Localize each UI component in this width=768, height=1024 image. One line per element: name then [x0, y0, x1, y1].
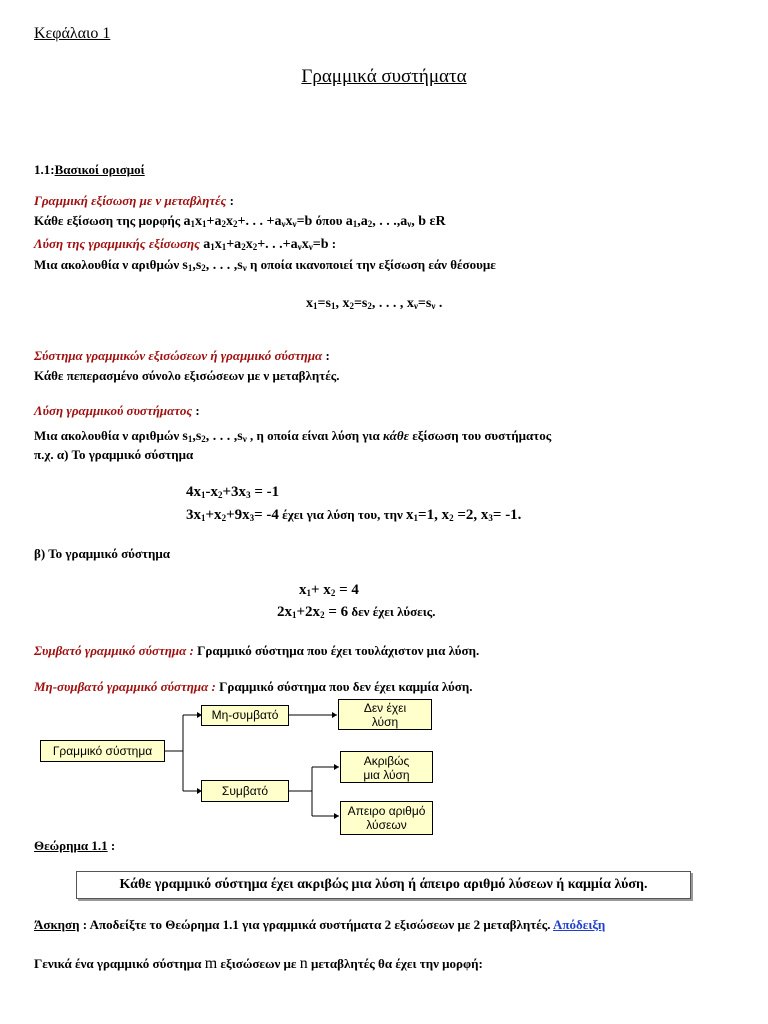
def-system: Σύστημα γραμμικών εξισώσεων ή γραμμικό σύστημα :	[34, 348, 330, 363]
example-a-eq2: $3x_1+x_2+9x_3= -4$ έχει για λύση του, την $x_1=1$, $x_2 =2$, $x_3= -1$.	[186, 507, 522, 523]
diagram-no-solution-box: Δεν έχει λύση	[338, 699, 432, 730]
eq-solution-formula: $a_1x_1+a_2x_2+$. . $.+a_\nu x_\nu=b$	[203, 237, 329, 252]
theorem-colon: :	[107, 838, 116, 853]
example-b-label: β) Το γραμμικό σύστημα	[34, 546, 170, 561]
def-system-solution-term: Λύση γραμμικού συστήματος	[34, 403, 193, 418]
linear-eq-text-end: , b εR	[411, 214, 446, 229]
general-pre: Γενικά ένα γραμμικό σύστημα	[34, 956, 205, 971]
example-a-solution-text: έχει για λύση του, την	[278, 507, 407, 522]
theorem-statement: Κάθε γραμμικό σύστημα έχει ακριβώς μια λύση ή άπειρο αριθμό λύσεων ή καμμία λύση.	[119, 877, 648, 892]
general-form-line	[34, 955, 483, 973]
linear-eq-coeffs: $a_1,a_2$, . . $.,a_\nu$	[345, 214, 412, 229]
theorem-statement-box	[76, 871, 691, 899]
def-consistent-term: Συμβατό γραμμικό σύστημα :	[34, 643, 194, 658]
def-eq-solution-term: Λύση της γραμμικής εξίσωσης	[34, 236, 200, 251]
page-title: Γραμμικά συστήματα	[301, 66, 467, 87]
example-b-eq2: $2x_1+2x_2 = 6$ δεν έχει λύσεις.	[277, 604, 436, 620]
section-number: 1.1:	[34, 162, 55, 177]
diagram-consistent-box: Συμβατό	[201, 780, 289, 802]
general-m: m	[204, 955, 218, 972]
eq-solution-text-pre: Μια ακολουθία ν αριθμών	[34, 257, 183, 272]
example-a-eq1: $4x_1-x_2+3x_3 = -1$	[186, 484, 280, 500]
example-b-eq1: $x_1+ x_2 = 4$	[299, 582, 359, 598]
def-consistent-text: Γραμμικό σύστημα που έχει τουλάχιστον μια λύση.	[193, 643, 480, 658]
def-linear-equation: Γραμμική εξίσωση με ν μεταβλητές :	[34, 193, 234, 208]
system-solution-seq: $s_1,s_2$, . . . $,s_\nu$	[182, 429, 247, 444]
eq-solution-assignment: $x_1=s_1$, $x_2=s_2$, . . . , $x_\nu=s_\nu$ .	[306, 296, 443, 311]
diagram-root-box: Γραμμικό σύστημα	[40, 740, 165, 762]
diagram-unique-box: Ακριβώς μια λύση	[340, 751, 433, 783]
general-mid: εξισώσεων με	[217, 956, 300, 971]
exercise-label: Άσκηση	[34, 917, 80, 932]
system-solution-italic: κάθε	[383, 428, 409, 443]
exercise-text: : Αποδείξτε το Θεώρημα 1.1 για γραμμικά συστήματα 2 εξισώσεων με 2 μεταβλητές.	[79, 917, 554, 932]
def-system-solution: Λύση γραμμικού συστήματος :	[34, 403, 200, 418]
exercise-line	[34, 917, 605, 933]
def-system-text: Κάθε πεπερασμένο σύνολο εξισώσεων με ν μεταβλητές.	[34, 368, 340, 383]
theorem-heading	[34, 838, 115, 854]
diagram-infinite-box: Απειρο αριθμό λύσεων	[340, 801, 433, 835]
def-linear-equation-term: Γραμμική εξίσωση με ν μεταβλητές	[34, 193, 227, 208]
def-inconsistent-text: Γραμμικό σύστημα που δεν έχει καμμία λύση.	[215, 679, 473, 694]
general-n: n	[299, 955, 308, 972]
system-solution-text-pre: Μια ακολουθία ν αριθμών	[34, 428, 183, 443]
system-solution-text-mid: , η οποία είναι λύση για	[246, 428, 384, 443]
diagram-inconsistent-box: Μη-συμβατό	[201, 705, 289, 726]
section-name: Βασικοί ορισμοί	[54, 162, 145, 177]
example-a-label: π.χ. α) Το γραμμικό σύστημα	[34, 447, 194, 462]
def-inconsistent-term: Μη-συμβατό γραμμικό σύστημα :	[34, 679, 216, 694]
system-solution-text-post: εξίσωση του συστήματος	[408, 428, 552, 443]
example-a-solution-values: $x_1=1$, $x_2 =2$, $x_3= -1$.	[406, 507, 522, 523]
theorem-label: Θεώρημα 1.1	[34, 838, 108, 853]
def-system-term: Σύστημα γραμμικών εξισώσεων ή γραμμικό σύστημα	[34, 348, 323, 363]
linear-eq-text-pre: Κάθε εξίσωση της μορφής	[34, 213, 184, 228]
proof-link[interactable]: Απόδειξη	[553, 917, 606, 932]
eq-solution-text-post: η οποία ικανοποιεί την εξίσωση εάν θέσουμε	[246, 257, 496, 272]
general-post: μεταβλητές θα έχει την μορφή:	[307, 956, 483, 971]
chapter-label: Κεφάλαιο 1	[34, 25, 111, 42]
example-b-no-solution: δεν έχει λύσεις.	[348, 604, 436, 619]
linear-eq-text-mid: όπου	[312, 213, 346, 228]
linear-eq-formula: $a_1x_1+a_2x_2+$. . . $+a_\nu x_\nu=b$	[183, 214, 313, 229]
eq-solution-seq: $s_1,s_2$, . . . $,s_\nu$	[182, 258, 247, 273]
def-eq-solution: Λύση της γραμμικής εξίσωσης $a_1x_1+a_2x_2+$. . $.+a_\nu x_\nu=b$ :	[34, 236, 337, 252]
